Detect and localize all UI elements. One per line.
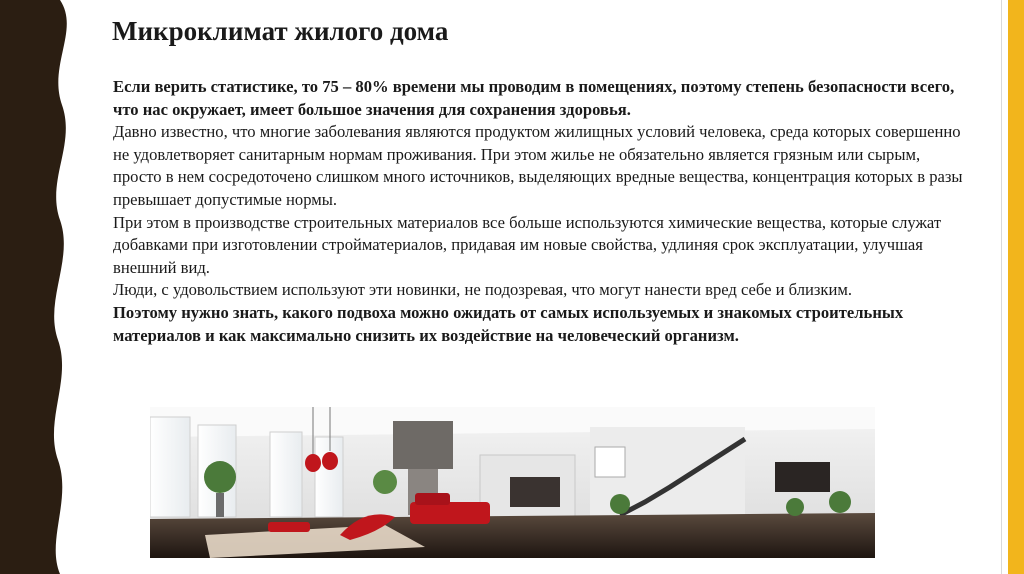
slide-body (113, 76, 963, 347)
decorative-accent-stripe (1008, 0, 1024, 574)
paragraph-chemicals: При этом в производстве строительных материалов все больше используются химические вещества, которые служат добавками при изготовлении стройматериалов, придавая им новые свойства, удлиняя срок эксплуатации, улучшая внешний вид. (113, 212, 942, 277)
paragraph-diseases: Давно известно, что многие заболевания являются продуктом жилищных условий человека, среда которых совершенно не удовлетворяет санитарным нормам проживания. При этом жилье не обязательно является грязным или сырым, просто в нем сосредоточено слишком много источников, выделяющих вредные вещества, концентрация которых в разы превышает допустимые нормы. (113, 122, 963, 209)
slide-title: Микроклимат жилого дома (112, 16, 449, 46)
decorative-divider-line (1001, 0, 1002, 574)
paragraph-people: Люди, с удовольствием используют эти новинки, не подозревая, что могут нанести вред себе и близким. (113, 280, 853, 300)
paragraph-conclusion: Поэтому нужно знать, какого подвоха можно ожидать от самых используемых и знакомых строительных материалов и как максимально снизить их воздействие на человеческий организм. (113, 302, 904, 345)
decorative-wavy-border (0, 0, 80, 574)
paragraph-intro: Если верить статистике, то 75 – 80% времени мы проводим в помещениях, поэтому степень безопасности всего, что нас окружает, имеет большое значения для сохранения здоровья. (113, 77, 955, 119)
interior-photo (150, 407, 875, 558)
